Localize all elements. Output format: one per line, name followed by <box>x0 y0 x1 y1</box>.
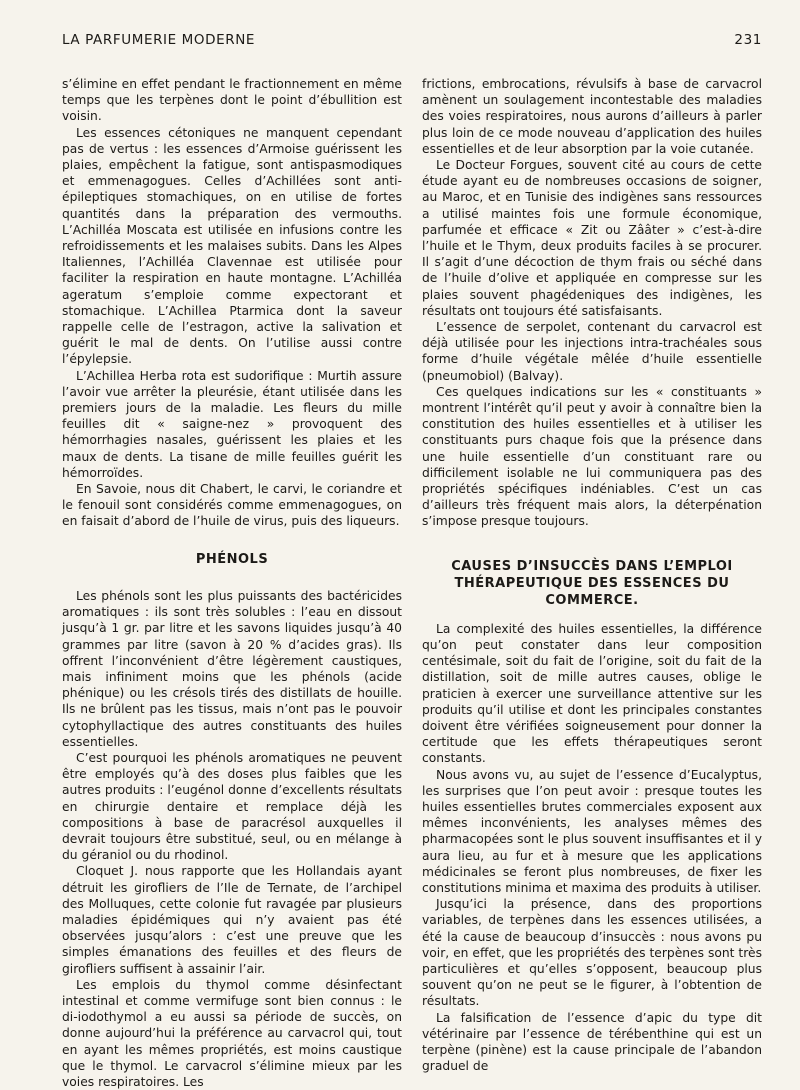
page-number: 231 <box>734 32 762 48</box>
right-column <box>422 76 762 1074</box>
paragraph: Les emplois du thymol comme désinfectant intestinal et comme vermifuge sont bien connus : le di-iodothymol a eu aussi sa période de succès, on donne aujourd’hui la préférence au carvacrol qui, tout en ayant les mêmes propriétés, est moins caustique que le thymol. Le carvacrol s’élimine mieux par les voies respiratoires. Les <box>62 977 402 1089</box>
paragraph: Le Docteur Forgues, souvent cité au cours de cette étude ayant eu de nombreuses occasions de soigner, au Maroc, et en Tunisie des indigènes sans ressources a utilisé maintes fois une formule économique, parfumée et efficace « Zit ou Zââter » c’est-à-dire l’huile et le Thym, deux produits faciles à se procurer. Il s’agit d’une décoction de thym frais ou séché dans de l’huile d’olive et appliquée en compresse sur les plaies souvent phagédeniques des indigènes, les résultats ont toujours été satisfaisants. <box>422 158 762 318</box>
paragraph: La falsification de l’essence d’apic du type dit vétérinaire par l’essence de térébenthine qui est un terpène (pinène) est la cause principale de l’abandon graduel de <box>422 1010 762 1074</box>
left-column <box>62 76 402 1090</box>
paragraph: Ces quelques indications sur les « constituants » montrent l’intérêt qu’il peut y avoir à connaître bien la constitution des huiles essentielles et à utiliser les constituants purs chaque fois que la présence dans une huile essentielle d’un constituant rare ou difficilement isolable ne lui communiquera pas des propriétés spécifiques indéniables. C’est un cas d’ailleurs très fréquent mais alors, la déterpénation s’impose presque toujours. <box>422 384 762 529</box>
paragraph: Cloquet J. nous rapporte que les Hollandais ayant détruit les girofliers de l’Ile de Ternate, de l’archipel des Molluques, cette colonie fut ravagée par plusieurs maladies épidémiques qui n’y avaient pas été observées jusqu’alors : c’est une preuve que les simples émanations des feuilles et des fleurs de girofliers suffisent à assainir l’air. <box>62 864 402 976</box>
paragraph: Les essences cétoniques ne manquent cependant pas de vertus : les essences d’Armoise guérissent les plaies, empêchent la fatigue, sont antispasmodiques et emmenagogues. Celles d’Achillées sont anti-épileptiques stomachiques, on en utilise de fortes quantités dans la préparation des vermouths. L’Achilléa Moscata est utilisée en infusions contre les refroidissements et les malaises subits. Dans les Alpes Italiennes, l’Achilléa Clavennae est utilisée pour faciliter la respiration en haute montagne. L’Achilléa ageratum s’emploie comme expectorant et stomachique. L’Achillea Ptarmica dont la saveur rappelle celle de l’estragon, active la salivation et guérit le mal de dents. On l’utilise aussi contre l’épylepsie. <box>62 125 402 367</box>
paragraph: L’Achillea Herba rota est sudorifique : Murtih assure l’avoir vue arrêter la pleurésie, étant utilisée dans les premiers jours de la maladie. Les fleurs du mille feuilles dit « saigne-nez » provoquent des hémorrhagies nasales, guérissent les plaies et les maux de dents. La tisane de mille feuilles guérit les hémorroïdes. <box>62 368 402 480</box>
running-head <box>62 32 762 48</box>
section-title-phenols: PHÉNOLS <box>195 551 269 567</box>
paragraph: frictions, embrocations, révulsifs à base de carvacrol amènent un soulagement incontestable des maladies des voies respiratoires, nous aurons d’ailleurs à parler plus loin de ce mode nouveau d’application des huiles essentielles et de leur absorption par la voie cutanée. <box>422 77 762 156</box>
paragraph: Les phénols sont les plus puissants des bactéricides aromatiques : ils sont très solubles : l’eau en dissout jusqu’à 1 gr. par litre et les savons liquides jusqu’à 40 grammes par litre (savon à 20 % d’acides gras). Ils offrent l’inconvénient d’être légèrement caustiques, mais infiniment moins que les phénols (acide phénique) ou les crésols tirés des distillats de houille. Ils ne brûlent pas les tissus, mais n’ont pas le pouvoir cytophyllactique des autres constituants des huiles essentielles. <box>62 588 402 749</box>
section-title-causes: CAUSES D’INSUCCÈS DANS L’EMPLOI THÉRAPEUTIQUE DES ESSENCES DU COMMERCE. <box>451 558 733 608</box>
paragraph: La complexité des huiles essentielles, la différence qu’on peut constater dans leur composition centésimale, soit du fait de l’origine, soit du fait de la distillation, soit de mille autres causes, oblige le praticien à exercer une surveillance attentive sur les produits qu’il utilise et dont les principales constantes doivent être vérifiées soigneusement pour donner la certitude que les effets thérapeutiques seront constants. <box>422 621 762 766</box>
paragraph: Nous avons vu, au sujet de l’essence d’Eucalyptus, les surprises que l’on peut avoir : presque toutes les huiles essentielles brutes commerciales exposent aux mêmes inconvénients, les analyses mêmes des pharmacopées sont le plus souvent insuffisantes et il y aura lieu, au fur et à mesure que les applications médicinales se feront plus nombreuses, de fixer les constitutions minima et maxima des produits à utiliser. <box>422 767 762 895</box>
paragraph: s’élimine en effet pendant le fractionnement en même temps que les terpènes dont le point d’ébullition est voisin. <box>62 77 402 124</box>
paragraph: Jusqu’ici la présence, dans des proportions variables, de terpènes dans les essences utilisées, a été la cause de beaucoup d’insuccès : nous avons pu voir, en effet, que les propriétés des terpènes sont très particulières et qu’elles s’opposent, beaucoup plus souvent qu’on ne peut se le figurer, à l’obtention de résultats. <box>422 897 762 1009</box>
paragraph: C’est pourquoi les phénols aromatiques ne peuvent être employés qu’à des doses plus faibles que les autres produits : l’eugénol donne d’excellents résultats en chirurgie dentaire et remplace déjà les compositions à base de paracrésol auxquelles il devrait toujours être substitué, seul, ou en mélange à du géraniol ou du rhodinol. <box>62 750 402 863</box>
paragraph: En Savoie, nous dit Chabert, le carvi, le coriandre et le fenouil sont considérés comme emmenagogues, on en faisait d’abord de l’huile de virus, puis des liqueurs. <box>62 482 402 529</box>
running-title: LA PARFUMERIE MODERNE <box>62 32 256 48</box>
paragraph: L’essence de serpolet, contenant du carvacrol est déjà utilisée pour les injections intra-trachéales sous forme d’huile végétale mêlée d’huile essentielle (pneumobiol) (Balvay). <box>422 320 762 383</box>
